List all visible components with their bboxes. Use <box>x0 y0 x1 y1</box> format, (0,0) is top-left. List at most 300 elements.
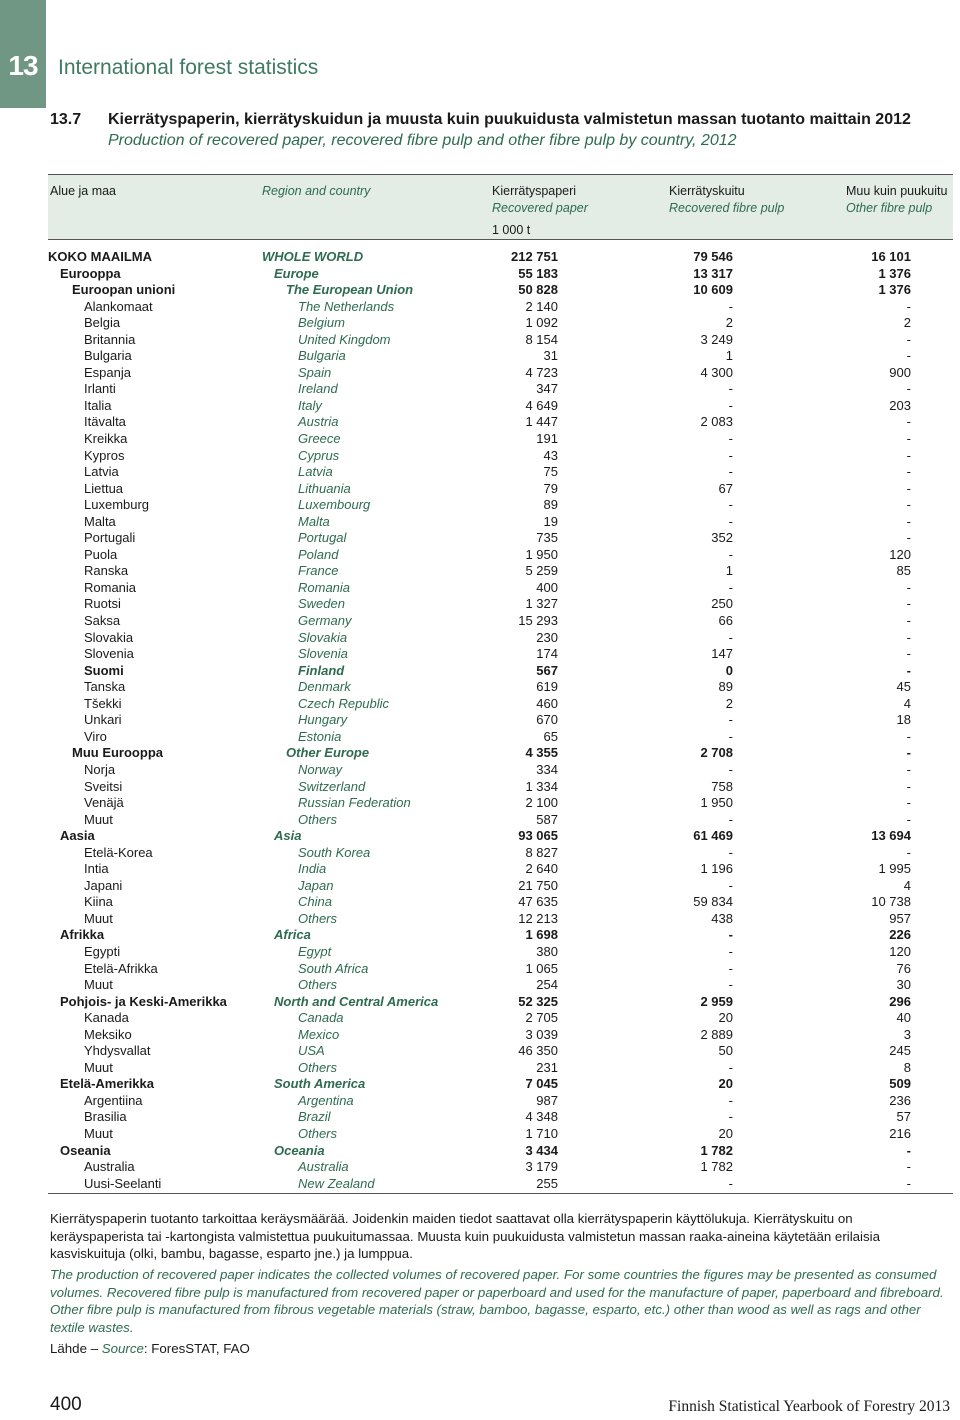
recovered-fibre-value: 2 708 <box>700 745 733 761</box>
row-name-fi: Tanska <box>84 679 126 695</box>
table-row <box>48 1143 953 1160</box>
table-row <box>48 481 953 498</box>
other-fibre-value: 45 <box>896 679 911 695</box>
recovered-paper-value: 4 649 <box>525 397 558 413</box>
table-row <box>48 1010 953 1027</box>
recovered-fibre-value: 1 950 <box>700 795 733 811</box>
recovered-paper-value: 1 447 <box>525 414 558 430</box>
recovered-fibre-value: 147 <box>711 646 733 662</box>
row-name-fi: Malta <box>84 513 116 529</box>
recovered-fibre-value: - <box>728 447 733 463</box>
recovered-paper-value: 231 <box>536 1059 558 1075</box>
row-name-fi: Ruotsi <box>84 596 121 612</box>
table-row <box>48 1176 953 1193</box>
table-bottom-rule <box>48 1193 953 1194</box>
recovered-paper-value: 735 <box>536 530 558 546</box>
other-fibre-value: - <box>906 1159 911 1175</box>
table-row <box>48 812 953 829</box>
recovered-paper-value: 15 293 <box>518 613 558 629</box>
row-name-en: The European Union <box>286 282 414 298</box>
row-name-fi: Argentiina <box>84 1092 143 1108</box>
recovered-paper-value: 7 045 <box>525 1076 558 1092</box>
other-fibre-value: - <box>906 646 911 662</box>
table-row <box>48 299 953 316</box>
row-name-fi: Intia <box>84 861 109 877</box>
recovered-paper-value: 8 154 <box>525 331 558 347</box>
table-row <box>48 414 953 431</box>
row-name-en: Oceania <box>274 1142 325 1158</box>
other-fibre-value: - <box>906 745 911 761</box>
table-row <box>48 1109 953 1126</box>
table-row <box>48 1060 953 1077</box>
recovered-paper-value: 1 065 <box>525 960 558 976</box>
row-name-en: Others <box>298 977 338 993</box>
recovered-paper-value: 619 <box>536 679 558 695</box>
recovered-paper-value: 4 355 <box>525 745 558 761</box>
other-fibre-value: 2 <box>903 315 911 331</box>
row-name-fi: Sveitsi <box>84 778 123 794</box>
recovered-paper-value: 89 <box>543 497 558 513</box>
row-name-en: Portugal <box>298 530 347 546</box>
row-name-en: Argentina <box>298 1092 354 1108</box>
other-fibre-value: 1 376 <box>878 282 911 298</box>
row-name-en: WHOLE WORLD <box>262 249 364 264</box>
table-row <box>48 1126 953 1143</box>
recovered-paper-value: 670 <box>536 712 558 728</box>
table-row <box>48 1093 953 1110</box>
row-name-fi: Itävalta <box>84 414 126 430</box>
row-name-en: Luxembourg <box>298 497 371 513</box>
table-body <box>48 249 953 1192</box>
table-row <box>48 779 953 796</box>
other-fibre-value: 203 <box>889 397 911 413</box>
row-name-fi: Egypti <box>84 943 121 959</box>
header-recovered-paper-fi: Kierrätyspaperi <box>492 184 577 198</box>
recovered-paper-value: 65 <box>543 728 558 744</box>
recovered-fibre-value: 1 782 <box>700 1142 733 1158</box>
other-fibre-value: - <box>906 464 911 480</box>
recovered-paper-value: 21 750 <box>518 877 558 893</box>
table-row <box>48 580 953 597</box>
chapter-number-tab: 13 <box>0 0 46 108</box>
recovered-fibre-value: 2 959 <box>700 993 733 1009</box>
row-name-en: Romania <box>298 579 351 595</box>
other-fibre-value: 30 <box>896 977 911 993</box>
row-name-fi: Muut <box>84 910 113 926</box>
recovered-paper-value: 50 828 <box>518 282 558 298</box>
other-fibre-value: 236 <box>889 1092 911 1108</box>
table-row <box>48 762 953 779</box>
table-row <box>48 1159 953 1176</box>
header-recovered-fibre-en: Recovered fibre pulp <box>669 201 785 215</box>
other-fibre-value: 120 <box>889 943 911 959</box>
row-name-en: Spain <box>298 364 332 380</box>
recovered-paper-value: 31 <box>543 348 558 364</box>
row-name-fi: Suomi <box>84 662 124 678</box>
row-name-en: Mexico <box>298 1026 340 1042</box>
recovered-fibre-value: 250 <box>711 596 733 612</box>
recovered-paper-value: 8 827 <box>525 844 558 860</box>
other-fibre-value: - <box>906 579 911 595</box>
recovered-fibre-value: - <box>728 464 733 480</box>
row-name-fi: Portugali <box>84 530 136 546</box>
header-other-fibre-en: Other fibre pulp <box>846 201 933 215</box>
recovered-paper-value: 19 <box>543 513 558 529</box>
recovered-paper-value: 255 <box>536 1175 558 1191</box>
other-fibre-value: 16 101 <box>871 249 911 264</box>
other-fibre-value: 120 <box>889 546 911 562</box>
recovered-fibre-value: 59 834 <box>693 894 733 910</box>
row-name-fi: Norja <box>84 761 116 777</box>
other-fibre-value: 10 738 <box>871 894 911 910</box>
table-row <box>48 696 953 713</box>
recovered-fibre-value: - <box>728 629 733 645</box>
recovered-fibre-value: 10 609 <box>693 282 733 298</box>
recovered-paper-value: 4 348 <box>525 1109 558 1125</box>
table-row <box>48 961 953 978</box>
row-name-en: Germany <box>298 613 352 629</box>
row-name-en: Japan <box>298 877 334 893</box>
table-title-fi: Kierrätyspaperin, kierrätyskuidun ja muusta kuin puukuidusta valmistetun massan tuotanto maittain 2012 <box>108 111 911 128</box>
row-name-fi: Bulgaria <box>84 348 132 364</box>
recovered-paper-value: 47 635 <box>518 894 558 910</box>
table-row <box>48 547 953 564</box>
recovered-fibre-value: 50 <box>718 1043 733 1059</box>
other-fibre-value: 957 <box>889 910 911 926</box>
recovered-paper-value: 230 <box>536 629 558 645</box>
other-fibre-value: - <box>906 431 911 447</box>
row-name-en: Lithuania <box>298 480 351 496</box>
row-name-en: Canada <box>298 1010 344 1026</box>
other-fibre-value: - <box>906 662 911 678</box>
recovered-paper-value: 3 179 <box>525 1159 558 1175</box>
row-name-en: Cyprus <box>298 447 340 463</box>
recovered-paper-value: 334 <box>536 761 558 777</box>
row-name-fi: Kanada <box>84 1010 129 1026</box>
recovered-fibre-value: 67 <box>718 480 733 496</box>
recovered-paper-value: 1 698 <box>525 927 558 943</box>
table-row <box>48 927 953 944</box>
recovered-fibre-value: - <box>728 397 733 413</box>
row-name-en: Asia <box>274 828 302 844</box>
recovered-fibre-value: 1 782 <box>700 1159 733 1175</box>
recovered-paper-value: 2 140 <box>525 298 558 314</box>
other-fibre-value: - <box>906 348 911 364</box>
row-name-fi: Slovenia <box>84 646 134 662</box>
table-title-en: Production of recovered paper, recovered fibre pulp and other fibre pulp by country, 2012 <box>108 132 737 149</box>
other-fibre-value: - <box>906 844 911 860</box>
row-name-fi: Euroopan unioni <box>72 282 176 298</box>
recovered-fibre-value: 66 <box>718 613 733 629</box>
row-name-en: New Zealand <box>298 1175 375 1191</box>
recovered-fibre-value: - <box>728 1059 733 1075</box>
other-fibre-value: 296 <box>889 993 911 1009</box>
recovered-fibre-value: - <box>728 579 733 595</box>
row-name-fi: Puola <box>84 546 118 562</box>
row-name-en: Others <box>298 1125 338 1141</box>
unit-label: 1 000 t <box>492 223 531 237</box>
recovered-paper-value: 380 <box>536 943 558 959</box>
other-fibre-value: 1 376 <box>878 265 911 281</box>
row-name-en: Czech Republic <box>298 695 390 711</box>
row-name-fi: Viro <box>84 728 107 744</box>
recovered-fibre-value: - <box>728 497 733 513</box>
source-line <box>50 1341 250 1356</box>
row-name-fi: Muut <box>84 1125 113 1141</box>
recovered-paper-value: 254 <box>536 977 558 993</box>
recovered-fibre-value: 13 317 <box>693 265 733 281</box>
row-name-en: Latvia <box>298 464 333 480</box>
recovered-fibre-value: - <box>728 712 733 728</box>
row-name-fi: Pohjois- ja Keski-Amerikka <box>60 993 227 1009</box>
recovered-fibre-value: - <box>728 728 733 744</box>
recovered-fibre-value: - <box>728 811 733 827</box>
table-row <box>48 530 953 547</box>
table-row <box>48 679 953 696</box>
row-name-fi: Kypros <box>84 447 125 463</box>
row-name-en: South Korea <box>298 844 371 860</box>
recovered-fibre-value: - <box>728 943 733 959</box>
recovered-fibre-value: 1 <box>725 563 733 579</box>
row-name-fi: Muut <box>84 811 113 827</box>
row-name-fi: Meksiko <box>84 1026 132 1042</box>
row-name-fi: Slovakia <box>84 629 134 645</box>
other-fibre-value: 3 <box>903 1026 911 1042</box>
row-name-en: Norway <box>298 761 343 777</box>
recovered-fibre-value: - <box>728 761 733 777</box>
header-recovered-paper <box>492 184 588 215</box>
recovered-fibre-value: - <box>728 844 733 860</box>
table-row <box>48 448 953 465</box>
row-name-fi: Yhdysvallat <box>84 1043 151 1059</box>
recovered-paper-value: 3 434 <box>525 1142 558 1158</box>
recovered-paper-value: 43 <box>543 447 558 463</box>
recovered-fibre-value: - <box>728 1175 733 1191</box>
other-fibre-value: 245 <box>889 1043 911 1059</box>
row-name-fi: Oseania <box>60 1142 111 1158</box>
source-value: : ForesSTAT, FAO <box>143 1341 250 1356</box>
row-name-fi: Alankomaat <box>84 298 153 314</box>
recovered-fibre-value: - <box>728 1109 733 1125</box>
other-fibre-value: - <box>906 728 911 744</box>
other-fibre-value: 13 694 <box>871 828 911 844</box>
recovered-paper-value: 1 710 <box>525 1125 558 1141</box>
row-name-fi: Australia <box>84 1159 135 1175</box>
recovered-fibre-value: 2 <box>725 315 733 331</box>
row-name-en: Poland <box>298 546 339 562</box>
recovered-fibre-value: 20 <box>718 1076 733 1092</box>
row-name-en: Finland <box>298 662 345 678</box>
row-name-en: Belgium <box>298 315 345 331</box>
recovered-paper-value: 567 <box>536 662 558 678</box>
table-number: 13.7 <box>50 111 82 128</box>
row-name-en: Estonia <box>298 728 342 744</box>
header-recovered-fibre-fi: Kierrätyskuitu <box>669 184 745 198</box>
row-name-en: Hungary <box>298 712 348 728</box>
recovered-paper-value: 75 <box>543 464 558 480</box>
row-name-en: Australia <box>298 1159 349 1175</box>
row-name-en: Bulgaria <box>298 348 346 364</box>
recovered-paper-value: 587 <box>536 811 558 827</box>
recovered-fibre-value: 4 300 <box>700 364 733 380</box>
row-name-fi: Kiina <box>84 894 113 910</box>
row-name-fi: Etelä-Korea <box>84 844 153 860</box>
note-fi: Kierrätyspaperin tuotanto tarkoittaa keräysmäärää. Joidenkin maiden tiedot saattavat olla kierrätyspaperin käyttölukuja. Kierrätyskuitu on keräyspaperista tai -kartongista valmistettua puukuitumassaa. Muusta kuin puukuidusta valmistetun massan raaka-aineina käytetään erilaisia kasviskuituja (olki, bambu, bagasse, esparto jne.) ja lumppua. <box>50 1211 881 1261</box>
row-name-en: Switzerland <box>298 778 366 794</box>
recovered-paper-value: 46 350 <box>518 1043 558 1059</box>
row-name-en: Ireland <box>298 381 338 397</box>
table-row <box>48 431 953 448</box>
row-name-en: United Kingdom <box>298 331 391 347</box>
recovered-fibre-value: - <box>728 1092 733 1108</box>
recovered-fibre-value: - <box>728 960 733 976</box>
table-row <box>48 1043 953 1060</box>
recovered-paper-value: 212 751 <box>511 249 558 264</box>
row-name-en: Others <box>298 811 338 827</box>
table-row <box>48 613 953 630</box>
row-name-fi: Venäjä <box>84 795 124 811</box>
table-row <box>48 348 953 365</box>
other-fibre-value: - <box>906 778 911 794</box>
recovered-fibre-value: 758 <box>711 778 733 794</box>
recovered-fibre-value: 61 469 <box>693 828 733 844</box>
table-row <box>48 729 953 746</box>
recovered-fibre-value: 1 196 <box>700 861 733 877</box>
recovered-paper-value: 460 <box>536 695 558 711</box>
recovered-paper-value: 79 <box>543 480 558 496</box>
book-title: Finnish Statistical Yearbook of Forestry 2013 <box>668 1398 950 1415</box>
other-fibre-value: - <box>906 414 911 430</box>
table-row <box>48 266 953 283</box>
table-row <box>48 1027 953 1044</box>
recovered-paper-value: 52 325 <box>518 993 558 1009</box>
other-fibre-value: 900 <box>889 364 911 380</box>
row-name-fi: Etelä-Afrikka <box>84 960 158 976</box>
row-name-fi: Ranska <box>84 563 129 579</box>
other-fibre-value: - <box>906 381 911 397</box>
row-name-en: Brazil <box>298 1109 331 1125</box>
recovered-fibre-value: - <box>728 977 733 993</box>
recovered-paper-value: 191 <box>536 431 558 447</box>
recovered-paper-value: 1 092 <box>525 315 558 331</box>
recovered-paper-value: 174 <box>536 646 558 662</box>
other-fibre-value: - <box>906 298 911 314</box>
row-name-fi: Tšekki <box>84 695 122 711</box>
source-label-en: Source <box>101 1341 144 1356</box>
row-name-fi: Afrikka <box>60 927 105 943</box>
recovered-fibre-value: 1 <box>725 348 733 364</box>
row-name-en: Slovakia <box>298 629 348 645</box>
row-name-fi: Romania <box>84 579 137 595</box>
table-row <box>48 845 953 862</box>
table-row <box>48 332 953 349</box>
other-fibre-value: - <box>906 761 911 777</box>
recovered-paper-value: 2 100 <box>525 795 558 811</box>
recovered-paper-value: 4 723 <box>525 364 558 380</box>
table-row <box>48 381 953 398</box>
table-row <box>48 994 953 1011</box>
other-fibre-value: 4 <box>903 695 911 711</box>
table-row <box>48 497 953 514</box>
table-row <box>48 911 953 928</box>
other-fibre-value: 8 <box>903 1059 911 1075</box>
other-fibre-value: 509 <box>889 1076 911 1092</box>
row-name-en: South America <box>274 1076 366 1092</box>
other-fibre-value: 4 <box>903 877 911 893</box>
row-name-en: Italy <box>298 397 322 413</box>
row-name-fi: Liettua <box>84 480 124 496</box>
other-fibre-value: 57 <box>896 1109 911 1125</box>
table-row <box>48 894 953 911</box>
other-fibre-value: 18 <box>896 712 911 728</box>
row-name-fi: Unkari <box>84 712 122 728</box>
row-name-fi: Espanja <box>84 364 131 380</box>
table-row <box>48 398 953 415</box>
recovered-fibre-value: 89 <box>718 679 733 695</box>
recovered-paper-value: 347 <box>536 381 558 397</box>
row-name-fi: Britannia <box>84 331 136 347</box>
row-name-fi: Uusi-Seelanti <box>84 1175 162 1191</box>
table-row <box>48 663 953 680</box>
other-fibre-value: - <box>906 530 911 546</box>
other-fibre-value: - <box>906 613 911 629</box>
other-fibre-value: - <box>906 497 911 513</box>
row-name-en: China <box>298 894 332 910</box>
row-name-en: The Netherlands <box>298 298 395 314</box>
recovered-paper-value: 55 183 <box>518 265 558 281</box>
recovered-fibre-value: - <box>728 513 733 529</box>
recovered-fibre-value: - <box>728 877 733 893</box>
recovered-fibre-value: - <box>728 298 733 314</box>
table-row <box>48 249 953 266</box>
row-name-en: Greece <box>298 431 341 447</box>
row-name-fi: Muut <box>84 1059 113 1075</box>
recovered-paper-value: 2 705 <box>525 1010 558 1026</box>
row-name-en: Europe <box>274 265 319 281</box>
recovered-fibre-value: 438 <box>711 910 733 926</box>
row-name-fi: KOKO MAAILMA <box>48 249 152 264</box>
row-name-fi: Etelä-Amerikka <box>60 1076 154 1092</box>
row-name-en: South Africa <box>298 960 369 976</box>
row-name-fi: Brasilia <box>84 1109 127 1125</box>
row-name-en: Others <box>298 910 338 926</box>
other-fibre-value: - <box>906 1175 911 1191</box>
other-fibre-value: - <box>906 596 911 612</box>
table-row <box>48 514 953 531</box>
row-name-en: Austria <box>298 414 339 430</box>
row-name-fi: Eurooppa <box>60 265 121 281</box>
table-row <box>48 944 953 961</box>
recovered-paper-value: 1 950 <box>525 546 558 562</box>
row-name-en: Africa <box>274 927 311 943</box>
recovered-fibre-value: - <box>728 381 733 397</box>
recovered-paper-value: 93 065 <box>518 828 558 844</box>
recovered-paper-value: 12 213 <box>518 910 558 926</box>
row-name-fi: Aasia <box>60 828 95 844</box>
recovered-fibre-value: 20 <box>718 1010 733 1026</box>
header-recovered-fibre-pulp <box>669 184 784 215</box>
row-name-en: Egypt <box>298 943 332 959</box>
row-name-fi: Irlanti <box>84 381 116 397</box>
page-number: 400 <box>50 1394 82 1415</box>
table-row <box>48 795 953 812</box>
recovered-paper-value: 5 259 <box>525 563 558 579</box>
table-row <box>48 464 953 481</box>
table-row <box>48 745 953 762</box>
row-name-en: Denmark <box>298 679 351 695</box>
recovered-fibre-value: 20 <box>718 1125 733 1141</box>
row-name-en: Sweden <box>298 596 345 612</box>
